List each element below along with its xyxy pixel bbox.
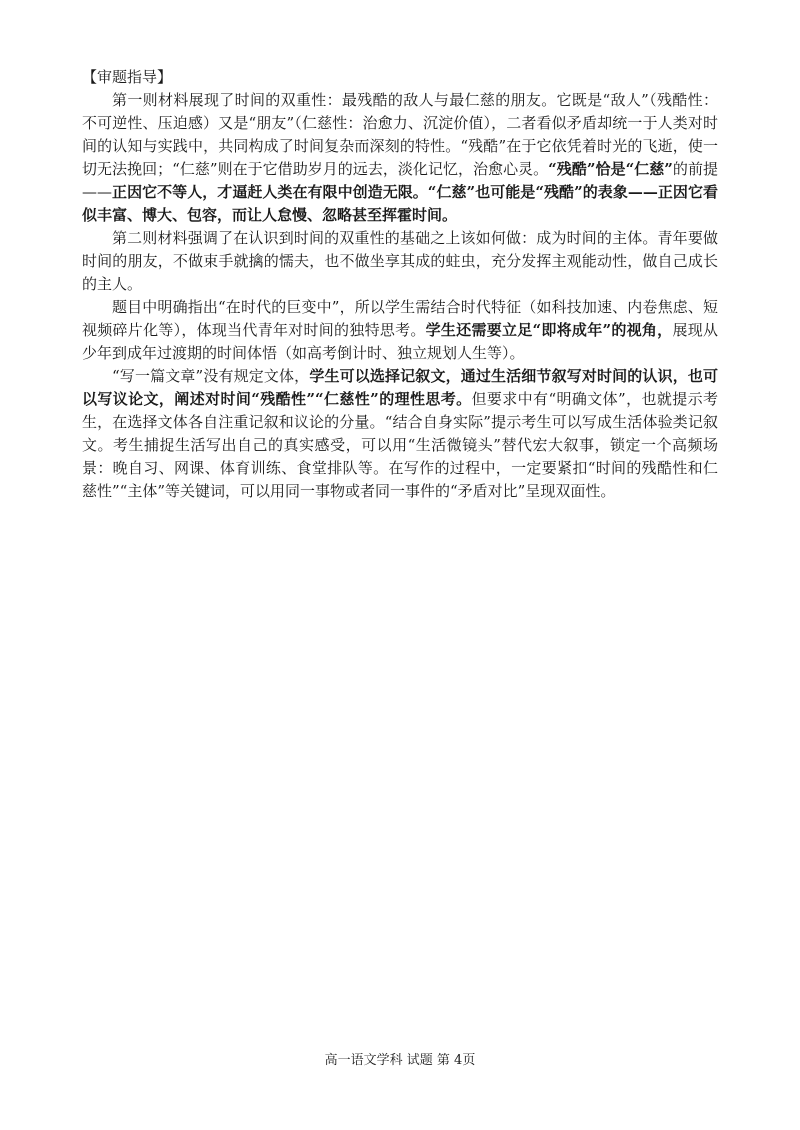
guidance-section <box>82 66 718 503</box>
text-run: 展现从少年到成年过渡期的时间体悟（如高考倒计时、独立规划人生等）。 <box>82 321 718 362</box>
paragraph-3 <box>82 296 718 365</box>
text-run: 第一则材料展现了时间的双重性：最残酷的敌人与最仁慈的朋友。它既是“敌人”（残酷性：不可逆性、压迫感）又是“朋友”（仁慈性：治愈力、沉淀价值），二者看似矛盾却统一于人类对时间的认知与实践中，共同构成了时间复杂而深刻的特性。“残酷”在于它依凭着时光的飞逝，使一切无法挽回；“仁慈”则在于它借助岁月的远去，淡化记忆，治愈心灵。 <box>82 91 718 178</box>
bold-run: 正因它不等人，才逼赶人类在有限中创造无限。“仁慈”也可能是“残酷”的表象——正因它看似丰富、博大、包容，而让人怠慢、忽略甚至挥霍时间。 <box>82 183 718 224</box>
text-run: 第二则材料强调了在认识到时间的双重性的基础之上该如何做：成为时间的主体。青年要做时间的朋友，不做束手就擒的懦夫，也不做坐享其成的蛀虫，充分发挥主观能动性，做自己成长的主人。 <box>82 229 718 293</box>
section-heading: 【审题指导】 <box>82 68 173 86</box>
page-footer: 高一语文学科 试题 第 4页 <box>324 1053 476 1068</box>
text-run: 的前提—— <box>82 160 718 201</box>
paragraph-2 <box>82 227 718 296</box>
bold-run: 学生可以选择记叙文，通过生活细节叙写对时间的认识，也可以写议论文，阐述对时间“残酷性”“仁慈性”的理性思考。 <box>82 367 718 408</box>
bold-run: 学生还需要立足“即将成年”的视角， <box>425 321 673 339</box>
bold-run: “残酷”恰是“仁慈” <box>548 160 673 178</box>
text-run: 但要求中有“明确文体”，也就提示考生，在选择文体各自注重记叙和议论的分量。“结合自身实际”提示考生可以写成生活体验类记叙文。考生捕捉生活写出自己的真实感受，可以用“生活微镜头”替代宏大叙事，锁定一个高频场景：晚自习、网课、体育训练、食堂排队等。在写作的过程中，一定要紧扣“时间的残酷性和仁慈性”“主体”等关键词，可以用同一事物或者同一事件的“矛盾对比”呈现双面性。 <box>82 390 719 500</box>
text-run: “写一篇文章”没有规定文体， <box>112 367 310 385</box>
paragraph-1 <box>82 89 718 227</box>
text-run: 题目中明确指出“在时代的巨变中”，所以学生需结合时代特征（如科技加速、内卷焦虑、短视频碎片化等），体现当代青年对时间的独特思考。 <box>82 298 718 339</box>
paragraph-4 <box>82 365 718 503</box>
